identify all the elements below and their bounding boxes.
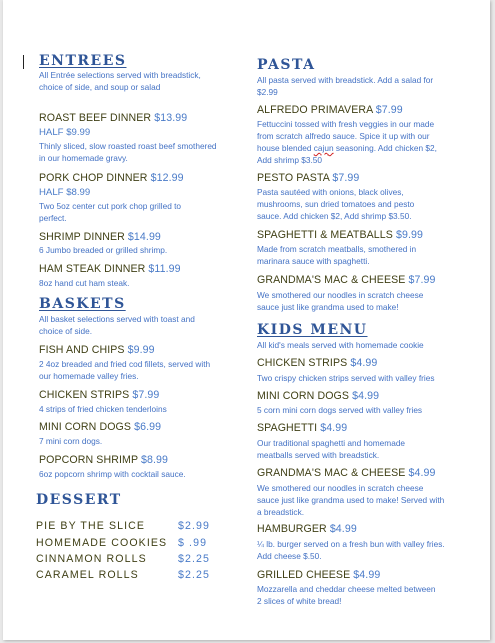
pasta-intro: All pasta served with breadstick. Add a salad for $2.99 bbox=[257, 75, 434, 98]
menu-item-desc: Thinly sliced, slow roasted roast beef smothered in our homemade gravy. bbox=[39, 141, 217, 164]
menu-item-desc: ¼ lb. burger served on a fresh bun with valley fries. Add cheese $.50. bbox=[257, 539, 445, 562]
menu-item-title: FISH AND CHIPS $9.99 bbox=[39, 344, 155, 356]
menu-item-title: PORK CHOP DINNER $12.99 bbox=[39, 172, 184, 184]
menu-item-title: ALFREDO PRIMAVERA $7.99 bbox=[257, 104, 403, 116]
menu-item-title: MINI CORN DOGS $6.99 bbox=[39, 421, 162, 433]
menu-item-desc: 7 mini corn dogs. bbox=[39, 436, 103, 446]
kids-menu-intro: All kid's meals served with homemade cookie bbox=[257, 340, 424, 350]
half-price: HALF $9.99 bbox=[39, 127, 91, 138]
menu-item-title: GRANDMA'S MAC & CHEESE $4.99 bbox=[257, 467, 436, 479]
menu-item-title: SPAGHETTI & MEATBALLS $9.99 bbox=[257, 229, 423, 241]
dessert-heading: DESSERT bbox=[36, 492, 122, 508]
baskets-intro: All basket selections served with toast and choice of side. bbox=[39, 314, 195, 337]
dessert-row: HOMEMADE COOKIES $ .99 bbox=[36, 537, 208, 549]
menu-item-title: HAMBURGER $4.99 bbox=[257, 523, 357, 535]
entrees-intro: All Entrée selections served with breadstick, choice of side, and soup or salad bbox=[39, 70, 201, 93]
menu-page bbox=[3, 0, 490, 640]
menu-item-desc: Two 5oz center cut pork chop grilled to perfect. bbox=[39, 201, 182, 224]
text-cursor bbox=[23, 55, 24, 69]
half-price: HALF $8.99 bbox=[39, 187, 91, 198]
menu-item-title: GRILLED CHEESE $4.99 bbox=[257, 569, 381, 581]
menu-item-desc: Pasta sautéed with onions, black olives, mushrooms, sun dried tomatoes and pesto sauce. Add chicken $2, Add shrimp $3.50. bbox=[257, 187, 415, 222]
dessert-row: CINNAMON ROLLS $2.25 bbox=[36, 553, 211, 565]
menu-item-title: PESTO PASTA $7.99 bbox=[257, 172, 360, 184]
dessert-row: CARAMEL ROLLS $2.25 bbox=[36, 569, 211, 581]
dessert-row: PIE BY THE SLICE $2.99 bbox=[36, 520, 211, 532]
kids-menu-heading: KIDS MENU bbox=[257, 322, 368, 338]
entrees-heading: ENTREES bbox=[39, 53, 127, 69]
menu-item-desc: 5 corn mini corn dogs served with valley fries bbox=[257, 405, 423, 415]
menu-item-desc: 2 4oz breaded and fried cod fillets, served with our homemade valley fries. bbox=[39, 359, 211, 382]
menu-item-desc: Two crispy chicken strips served with valley fries bbox=[257, 373, 435, 383]
menu-item-title: ROAST BEEF DINNER $13.99 bbox=[39, 112, 188, 124]
baskets-heading: BASKETS bbox=[39, 296, 126, 312]
menu-item-title: CHICKEN STRIPS $7.99 bbox=[39, 389, 160, 401]
menu-item-desc: Made from scratch meatballs, smothered in marinara sauce with spaghetti. bbox=[257, 244, 417, 267]
menu-item-title: CHICKEN STRIPS $4.99 bbox=[257, 357, 378, 369]
menu-item-desc: Mozzarella and cheddar cheese melted between 2 slices of white bread! bbox=[257, 584, 436, 607]
menu-item-title: POPCORN SHRIMP $8.99 bbox=[39, 454, 168, 466]
menu-item-desc: We smothered our noodles in scratch cheese sauce just like grandma used to make! Served with a breadstick. bbox=[257, 483, 445, 518]
menu-item-desc: 8oz hand cut ham steak. bbox=[39, 278, 130, 288]
menu-item-title: HAM STEAK DINNER $11.99 bbox=[39, 263, 181, 275]
menu-item-title: GRANDMA'S MAC & CHEESE $7.99 bbox=[257, 274, 436, 286]
menu-item-desc: 4 strips of fried chicken tenderloins bbox=[39, 404, 167, 414]
menu-item-desc: 6oz popcorn shrimp with cocktail sauce. bbox=[39, 469, 186, 479]
menu-item-title: SPAGHETTI $4.99 bbox=[257, 422, 348, 434]
menu-item-desc: Our traditional spaghetti and homemade meatballs served with breadstick. bbox=[257, 438, 406, 461]
menu-item-title: MINI CORN DOGS $4.99 bbox=[257, 390, 380, 402]
pasta-heading: PASTA bbox=[257, 57, 316, 73]
menu-item-title: SHRIMP DINNER $14.99 bbox=[39, 231, 161, 243]
menu-item-desc: Fettuccini tossed with fresh veggies in our made from scratch alfredo sauce. Spice it up with our house blended cajun seasoning. Add chicken $2, Add shrimp $3.50 bbox=[257, 119, 437, 166]
menu-item-desc: We smothered our noodles in scratch cheese sauce just like grandma used to make! bbox=[257, 290, 424, 313]
menu-item-desc: 6 Jumbo breaded or grilled shrimp. bbox=[39, 245, 168, 255]
